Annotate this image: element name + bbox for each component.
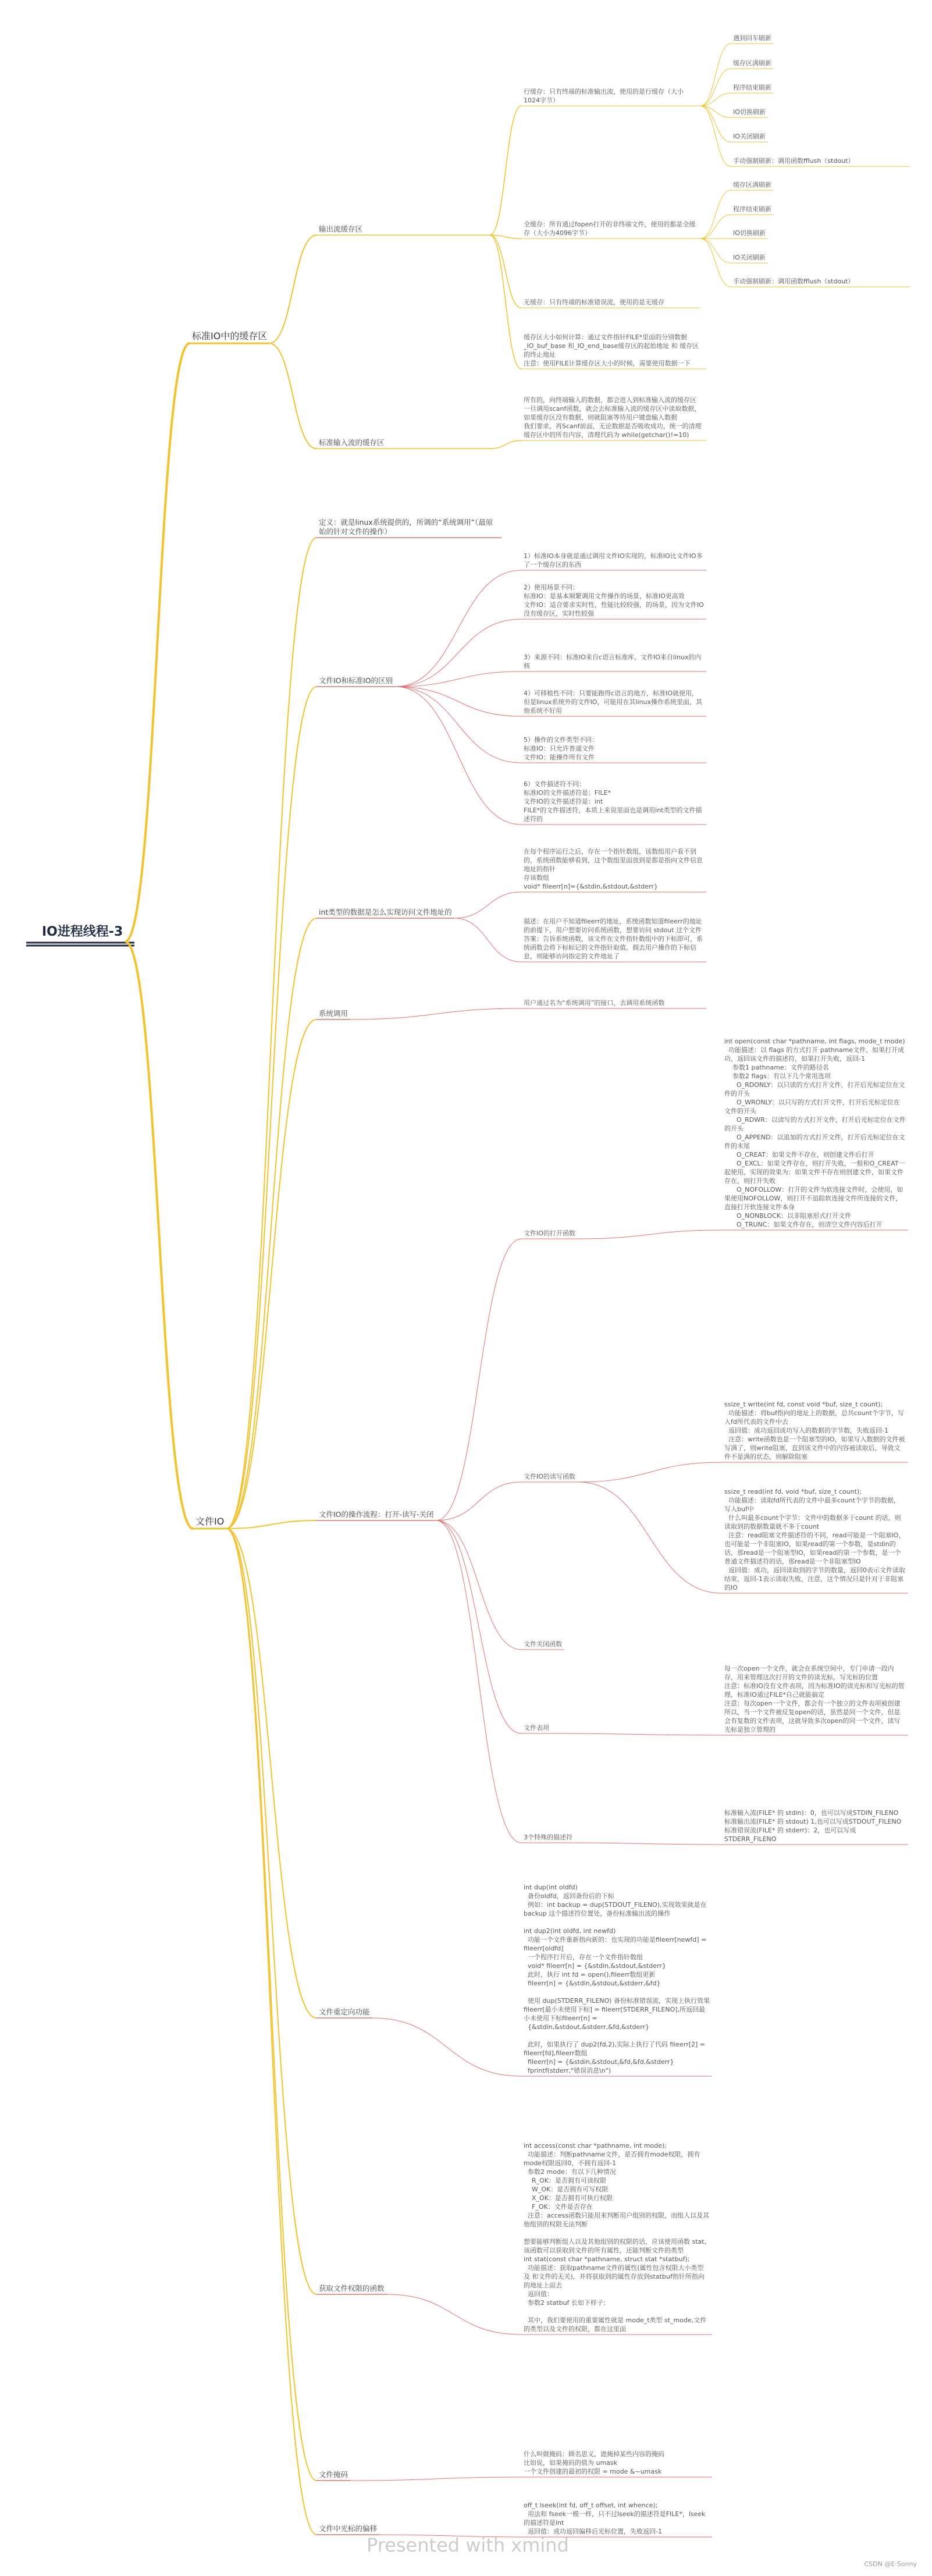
node-buffer-size[interactable]: 缓存区大小如何计算：通过文件指针FILE*里面的分别数据_IO_buf_base 和_IO_end_base缓存区的起始地址 和 缓存区的终止地址 注意：使用FILE计算缓存区大小的时候，需要使用数据一下 — [524, 333, 699, 367]
connector — [454, 918, 521, 962]
redirect-detail[interactable]: int dup(int oldfd) 备份oldfd，返回备份后的下标 例如：int backup = dup(STDOUT_FILENO),实现效果就是在 backup 这个描述符位置处，备份标准输出流的操作 int dup2(int oldfd, int newfd) 功能一个文件重新指向新的：也实现的功能是fileerr[newfd] = fileerr[oldfd] 一个程序打开后，存在一个文件指针数组 void* fileerr[n] = {&stdin,&stdout,&stderr} 此时，执行 int fd = open(),fileerr数组更新 fileerr[n] = {&stdin,&stdout,&stderr,&fd} 使用 dup(STDERR_FILENO) 备份标准错误流，实现上执行效果 fileerr[最小未使用下标] = fileerr[STDERR_FILENO],所返回最小未使用下标fileerr[n] = {&stdin,&stdout,&stderr,&fd,&stderr} 此时，如果执行了 dup2(fd,2),实际上执行了代码 fileerr[2] = fileerr[fd],fileerr数组 fileerr[n] = {&stdin,&stdout,&fd,&fd,&stderr} fprintf(stderr,"错误消息\n") — [524, 1884, 710, 2074]
line-buffer-item[interactable]: 程序结束刷新 — [733, 84, 771, 91]
subtopic-int-descriptor[interactable]: int类型的数据是怎么实现访问文件地址的 — [319, 908, 452, 916]
difference-item[interactable]: 3）来源不同：标准IO来自c语言标准库，文件IO来自linux的内核 — [524, 653, 702, 670]
umask-detail[interactable]: 什么叫做掩码：顾名思义，遮掩掉某些内容的掩码 比如说，如果掩码的值为 umask 一个文件创建的最初的权限 = mode &~umask — [524, 2450, 664, 2475]
subtopic-umask[interactable]: 文件掩码 — [319, 2470, 348, 2479]
full-buffer-item[interactable]: IO切换刷新 — [733, 229, 766, 237]
connector — [226, 918, 316, 1529]
connector — [125, 343, 190, 941]
full-buffer-item[interactable]: 缓存区满刷新 — [733, 181, 771, 189]
special-descriptors-detail[interactable]: 标准输入流(FILE* 的 stdin)：0，也可以写成STDIN_FILENO 标准输出流(FILE* 的 stdout) 1,也可以写成STDOUT_FILENO 标准错误流(FILE* 的 stderr)：2，也可以写成STDERR_FILENO — [724, 1809, 902, 1843]
connector — [226, 1520, 316, 1529]
connector — [350, 2477, 521, 2481]
subtopic-io-difference[interactable]: 文件IO和标准IO的区别 — [319, 676, 393, 685]
connector — [700, 190, 731, 239]
connector — [395, 687, 521, 716]
subtopic-io-flow[interactable]: 文件IO的操作流程：打开-读写-关闭 — [319, 1510, 434, 1519]
connector — [575, 1843, 722, 1845]
connector — [387, 2294, 521, 2335]
subtopic-redirect[interactable]: 文件重定向功能 — [319, 2007, 370, 2016]
connector — [226, 1529, 316, 2481]
subtopic-lseek[interactable]: 文件中光标的偏移 — [319, 2524, 378, 2533]
flow-close-function[interactable]: 文件关闭函数 — [524, 1640, 562, 1648]
open-function-detail[interactable]: int open(const char *pathname, int flags, mode_t mode) 功能描述：以 flags 的方式打开 pathname文件，如果打开成功，返回该文件的描述符，如果打开失败，返回-1 参数1 pathname：文件的路径名 参数2 flags：有以下几个常用选项 O_RDONLY：以只读的方式打开文件，打开后光标定位在文件的开头 O_WRONLY：以只写的方式打开文件，打开后光标定位在文件的开头 O_RDWR：以读写的方式打开文件，打开后光标定位在文件的开头 O_APPEND：以追加的方式打开文件，打开后光标定位在文件的末尾 O_CREAT：如果文件不存在，则创建文件后打开 O_EXCL：如果文件存在，则打开失败，一般和O_CREAT一起使用，实现的效果为：如果文件不存在则创建文件，如果文件存在，则打开失败 O_NOFOLLOW：打开的文件为软连接文件时，会使用，如果使用NOFOLLOW，则打开不追踪软连接文件所连接的文件，直接打开软连接文件本身 O_NONBLOCK：以非阻塞形式打开文件 O_TRUNC：如果文件存在，则清空文件内容后打开 — [724, 1037, 906, 1228]
permission-detail[interactable]: int access(const char *pathname, int mode); 功能描述：判断pathname文件，是否拥有mode权限，拥有mode权限返回0，不拥有返回-1 参数2 mode：有以下几种情况 R_OK：是否拥有可读权限 W_OK：是否拥有可写权限 X_OK：是否拥有可执行权限 F_OK：文件是否存在 注意：access函数只能用来判断用户组别的权限，而组人以及其他组别的权限无法判断 想要能够判断组人以及其他组别的权限的话，应该使用函数 stat,该函数可以获取到文件的所有属性，还能判断文件的类型 int stat(const char *pathname, struct stat *statbuf); 功能描述：获取pathname文件的属性(属性包含权限大小类型及 和文件的无关)，并将获取到的属性存放到statbuf指针所指向的地址上面去 返回值： 参数2 statbuf 长如下样子： 其中，我们要使用的重要属性就是 mode_t类型 st_mode,文件的类型以及文件的权限，都在这里面 — [524, 2142, 710, 2333]
descriptor-access-note[interactable]: 描述：在用户不知道fileerr的地址，系统函数知道fileerr的地址的前提下，用户想要访问系统函数，想要访问 stdout 这个文件 答案：告诉系统函数，该文件在文件指针数组中的下标即可，系统函数会将下标标记的文件指针取值，拥去用户操作的下标信息，则能够访问指定的文件地址了 — [524, 918, 703, 960]
flow-special-descriptors[interactable]: 3个特殊的描述符 — [524, 1834, 572, 1841]
connector — [125, 941, 193, 1529]
connector — [490, 235, 521, 369]
connector — [226, 1019, 316, 1529]
full-buffer-item[interactable]: 程序结束刷新 — [733, 205, 771, 213]
subtopic-input-buffer[interactable]: 标准输入流的缓存区 — [319, 438, 385, 447]
node-line-buffer[interactable]: 行缓存：只有终端的标准输出流，使用的是行缓存（大小1024字节） — [524, 88, 684, 104]
connector — [226, 538, 316, 1529]
line-buffer-item[interactable]: 手动强制刷新：调用函数fflush（stdout） — [733, 157, 855, 165]
connector — [700, 239, 731, 287]
connector — [578, 1482, 722, 1593]
line-buffer-item[interactable]: IO切换刷新 — [733, 108, 766, 116]
connector — [700, 106, 731, 166]
syscall-note[interactable]: 用户通过名为“系统调用”的接口，去调用系统函数 — [524, 999, 665, 1007]
difference-item[interactable]: 5）操作的文件类型不同： 标准IO：只允许普通文件 文件IO：能操作所有文件 — [524, 736, 598, 761]
write-function-detail[interactable]: ssize_t write(int fd, const void *buf, size_t count); 功能描述：将buf指向的地址上的数据，总共count个字节，写入fd所代表的文件中去 返回值：成功返回成功写入的数据的字节数，失败返回-1 注意：write函数也是一个阻塞型的IO，如果写入数据的文件被写满了，则write阻塞，直到该文件中的内容被读取后，导致文件不是满的状态，则解除阻塞 — [724, 1401, 905, 1461]
connector — [700, 239, 731, 263]
difference-item[interactable]: 4）可移植性不同：只要能跑得c语言的地方，标准IO就使用，但是linux系统外的文件IO，可能用在其linux操作系统里面，其他系统不好用 — [524, 690, 703, 715]
watermark: Presented with xmind — [367, 2534, 569, 2556]
connector — [578, 1462, 722, 1482]
flow-open-function[interactable]: 文件IO的打开函数 — [524, 1230, 575, 1237]
connector — [490, 440, 521, 449]
connector — [269, 235, 316, 343]
connector — [454, 892, 521, 918]
connector — [350, 1008, 521, 1019]
line-buffer-item[interactable]: IO关闭刷新 — [733, 133, 766, 140]
connector — [700, 44, 731, 106]
difference-item[interactable]: 1）标准IO本身就是通过调用文件IO实现的，标准IO比文件IO多了一个缓存区的东西 — [524, 552, 703, 569]
connector — [578, 1230, 722, 1239]
connector — [226, 1529, 316, 2294]
connector — [490, 235, 521, 308]
full-buffer-item[interactable]: 手动强制刷新：调用函数fflush（stdout） — [733, 278, 855, 285]
connector — [395, 570, 521, 687]
topic-standard-io-buffer[interactable]: 标准IO中的缓存区 — [192, 331, 268, 342]
flow-file-table[interactable]: 文件表项 — [524, 1724, 549, 1732]
connector — [395, 687, 521, 825]
connector — [269, 343, 316, 449]
file-table-detail[interactable]: 每一次open一个文件，就会在系统空间中，专门申请一段内存，用来管理这次打开的文件的读光标，写光标的位置 注意：标准IO没有文件表项，因为标准IO的读光标和写光标的管理，标准IO通过FILE*自己就能搞定 注意：每次open一个文件，都会有一个独立的文件表项被创建 所以，当一个文件被反复open的话，虽然是同一个文件，但是会有复数的文件表项，这就导致多次open的同一个文件，读写光标是独立管理的 — [724, 1665, 905, 1733]
line-buffer-item[interactable]: 遇到回车刷新 — [733, 34, 771, 42]
connector — [226, 1529, 316, 2535]
connector — [226, 687, 316, 1529]
connector — [436, 1520, 521, 1843]
connector — [436, 1520, 521, 1650]
node-stdin-buffer[interactable]: 所有的，向终端输入的数据，都会进入到标准输入流的缓存区 一旦调用scanf函数，就会去标准输入流的缓存区中读取数据，如果缓存区没有数据，则就阻塞等待用户键盘输入数据 我们要求，再Scanf前面，无论数据是否吸收成功，统一的清理缓存区中的所有内容，清理代码为 while(getchar()!=10) — [524, 396, 702, 439]
connector — [436, 1239, 521, 1520]
connector — [436, 1520, 521, 1733]
connector — [226, 1529, 316, 2018]
read-function-detail[interactable]: ssize_t read(int fd, void *buf, size_t count); 功能描述：读取fd所代表的文件中最多count个字节的数据，写入buf中 什么叫最多count个字节：文件中的数据多于count 的话，则读取到的数据数量就不多于count 注意：read阻塞文件描述符的不同，read可能是一个阻塞IO，也可能是一个非阻塞IO，如果read的第一个参数，是stdin的话，那read是一个阻塞型IO，如果read的第一个参数，是一个普通文件描述符的话，那read是一个非阻塞型IO 返回值：成功，返回读取到的字节的数量，返回0表示文件读取结束，返回-1表示读取失败，注意，这个情况只是针对于非阻塞的IO — [724, 1488, 905, 1591]
subtopic-syscall[interactable]: 系统调用 — [319, 1009, 348, 1018]
connector — [395, 687, 521, 763]
root-topic[interactable]: IO进程线程-3 — [42, 925, 123, 939]
connector — [490, 106, 521, 235]
flow-read-write-function[interactable]: 文件IO的读写函数 — [524, 1473, 575, 1480]
line-buffer-item[interactable]: 缓存区满刷新 — [733, 59, 771, 67]
connector — [372, 2018, 521, 2076]
node-no-buffer[interactable]: 无缓存：只有终端的标准错误流，使用的是无缓存 — [524, 299, 664, 306]
connector — [700, 215, 731, 239]
connector — [552, 1733, 722, 1735]
descriptor-array-note[interactable]: 在每个程序运行之后，存在一个指针数组，该数组用户看不到的，系统函数能够看到，这个数组里面放到是都是指向文件信息地址的指针 存该数组 void* fileerr[n]={&stdin,&stdout,&stderr} — [524, 848, 703, 890]
subtopic-permission[interactable]: 获取文件权限的函数 — [319, 2284, 385, 2293]
difference-item[interactable]: 6）文件描述符不同： 标准IO的文件描述符是：FILE* 文件IO的文件描述符是：int FILE*的文件描述符，本质上来说里面也是调用int类型的文件描述符的 — [524, 780, 702, 823]
topic-file-io[interactable]: 文件IO — [195, 1516, 225, 1527]
connector — [436, 1482, 521, 1520]
credit-label: CSDN @E·Sonny — [864, 2560, 917, 2568]
connector — [395, 619, 521, 687]
full-buffer-item[interactable]: IO关闭刷新 — [733, 254, 766, 261]
difference-item[interactable]: 2）使用场景不同： 标准IO：是基本频繁调用文件操作的场景，标准IO更高效 文件IO：适合要求实时性，性能比较较强，的场景，因为文件IO没有缓存区，实时性较强 — [524, 584, 704, 617]
lseek-detail[interactable]: off_t lseek(int fd, off_t offset, int whence); 用法和 fseek一模一样，只不过lseek的描述符是FILE*，lseek的描述符是int 返回值：成功返回偏移后光标位置，失败返回-1 — [524, 2502, 706, 2535]
node-full-buffer[interactable]: 全缓存：所有通过fopen打开的非终端文件，使用的都是全缓存（大小为4096字节） — [524, 221, 696, 237]
subtopic-output-buffer[interactable]: 输出流缓存区 — [319, 225, 363, 233]
subtopic-definition[interactable]: 定义：就是linux系统提供的，所调的“系统调用”（最原始的针对文件的操作） — [319, 518, 493, 536]
